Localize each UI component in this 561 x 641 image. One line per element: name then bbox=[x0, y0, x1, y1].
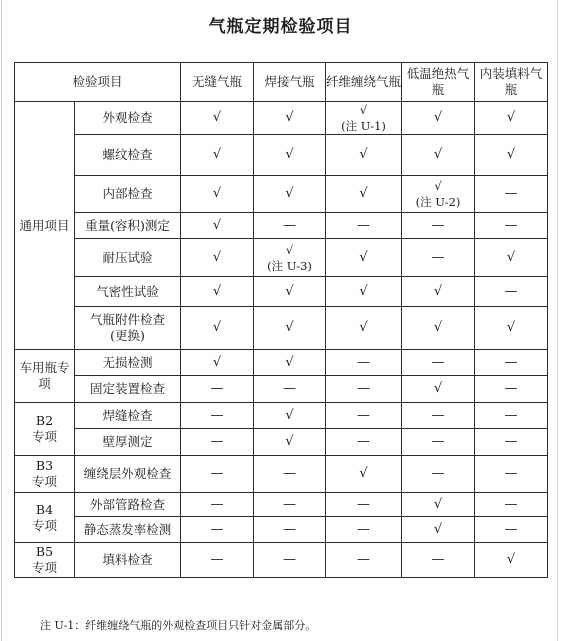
table-cell: √ bbox=[475, 102, 548, 135]
table-cell: — bbox=[181, 493, 254, 517]
table-cell: — bbox=[402, 350, 475, 376]
table-row bbox=[15, 543, 548, 578]
table-cell: √ (注 U-3) bbox=[254, 239, 326, 277]
table-cell: √ bbox=[181, 176, 254, 213]
table-cell: √ bbox=[254, 102, 326, 135]
table-cell: — bbox=[475, 456, 548, 493]
table-cell: √ bbox=[254, 350, 326, 376]
table-cell: √ bbox=[475, 543, 548, 578]
table-cell: — bbox=[475, 429, 548, 456]
table-cell: √ bbox=[181, 102, 254, 135]
table-cell: — bbox=[254, 456, 326, 493]
table-cell: √ bbox=[326, 307, 402, 350]
item-label: 耐压试验 bbox=[75, 239, 181, 277]
table-row bbox=[15, 493, 548, 517]
table-cell: √ bbox=[254, 307, 326, 350]
table-cell: √ bbox=[326, 176, 402, 213]
table-cell: √ bbox=[254, 429, 326, 456]
table-cell: — bbox=[326, 350, 402, 376]
table-cell: √ (注 U-2) bbox=[402, 176, 475, 213]
table-cell: — bbox=[326, 493, 402, 517]
table-cell: — bbox=[475, 493, 548, 517]
header-welded: 焊接气瓶 bbox=[254, 63, 326, 102]
table-cell: √ (注 U-1) bbox=[326, 102, 402, 135]
table-cell: — bbox=[475, 517, 548, 543]
item-label: 内部检查 bbox=[75, 176, 181, 213]
table-cell: — bbox=[326, 403, 402, 429]
item-label: 外部管路检查 bbox=[75, 493, 181, 517]
header-seamless: 无缝气瓶 bbox=[181, 63, 254, 102]
table-cell: — bbox=[254, 213, 326, 239]
table-cell: — bbox=[254, 493, 326, 517]
item-label: 气密性试验 bbox=[75, 277, 181, 307]
table-cell: √ bbox=[254, 176, 326, 213]
table-cell: — bbox=[181, 517, 254, 543]
table-cell: √ bbox=[254, 403, 326, 429]
table-cell: — bbox=[181, 403, 254, 429]
table-cell: √ bbox=[402, 135, 475, 176]
group-label: B3 专项 bbox=[15, 456, 75, 493]
item-label: 固定装置检查 bbox=[75, 376, 181, 403]
inspection-table bbox=[14, 62, 548, 578]
table-row bbox=[15, 102, 548, 135]
table-row bbox=[15, 376, 548, 403]
table-row bbox=[15, 517, 548, 543]
document-title: 气瓶定期检验项目 bbox=[208, 17, 353, 37]
table-row bbox=[15, 176, 548, 213]
table-cell: — bbox=[254, 543, 326, 578]
table-row bbox=[15, 239, 548, 277]
table-cell: — bbox=[254, 517, 326, 543]
header-cryogenic: 低温绝热气瓶 bbox=[402, 63, 475, 102]
table-row bbox=[15, 213, 548, 239]
table-row bbox=[15, 456, 548, 493]
table-cell: — bbox=[475, 277, 548, 307]
table-cell: √ bbox=[181, 213, 254, 239]
item-label: 静态蒸发率检测 bbox=[75, 517, 181, 543]
item-label: 填料检查 bbox=[75, 543, 181, 578]
table-row bbox=[15, 350, 548, 376]
header-fiber-wound: 纤维缠绕气瓶 bbox=[326, 63, 402, 102]
group-label: B5 专项 bbox=[15, 543, 75, 578]
table-cell: √ bbox=[326, 456, 402, 493]
table-cell: — bbox=[181, 376, 254, 403]
item-label: 壁厚测定 bbox=[75, 429, 181, 456]
page-edge-right bbox=[557, 0, 558, 641]
group-label: B4 专项 bbox=[15, 493, 75, 543]
header-row bbox=[15, 63, 548, 102]
item-label: 重量(容积)测定 bbox=[75, 213, 181, 239]
table-cell: √ bbox=[181, 277, 254, 307]
table-cell: √ bbox=[402, 277, 475, 307]
header-item: 检验项目 bbox=[15, 63, 181, 102]
table-cell: — bbox=[402, 239, 475, 277]
table-cell: √ bbox=[254, 135, 326, 176]
table-cell: — bbox=[402, 403, 475, 429]
group-label: 通用项目 bbox=[15, 102, 75, 350]
table-cell: — bbox=[475, 376, 548, 403]
item-label: 外观检查 bbox=[75, 102, 181, 135]
table-cell: — bbox=[326, 543, 402, 578]
page-edge-left bbox=[1, 0, 2, 641]
item-label: 螺纹检查 bbox=[75, 135, 181, 176]
table-cell: — bbox=[475, 350, 548, 376]
table-cell: — bbox=[254, 376, 326, 403]
table-cell: √ bbox=[181, 350, 254, 376]
table-cell: √ bbox=[475, 135, 548, 176]
table-cell: — bbox=[402, 213, 475, 239]
item-label: 缠绕层外观检查 bbox=[75, 456, 181, 493]
table-cell: — bbox=[475, 176, 548, 213]
table-row bbox=[15, 277, 548, 307]
table-row bbox=[15, 429, 548, 456]
table-cell: √ bbox=[326, 277, 402, 307]
table-cell: — bbox=[326, 517, 402, 543]
table-cell: √ bbox=[402, 493, 475, 517]
table-row bbox=[15, 307, 548, 350]
header-filler: 内装填料气瓶 bbox=[475, 63, 548, 102]
table-cell: √ bbox=[402, 307, 475, 350]
table-cell: — bbox=[402, 429, 475, 456]
table-cell: √ bbox=[475, 239, 548, 277]
table-cell: — bbox=[326, 376, 402, 403]
table-cell: — bbox=[181, 456, 254, 493]
table-cell: — bbox=[402, 543, 475, 578]
table-row bbox=[15, 403, 548, 429]
table-cell: √ bbox=[475, 307, 548, 350]
group-label: 车用瓶专项 bbox=[15, 350, 75, 403]
table-cell: — bbox=[475, 213, 548, 239]
item-label: 气瓶附件检查 (更换) bbox=[75, 307, 181, 350]
table-cell: — bbox=[326, 429, 402, 456]
table-cell: √ bbox=[181, 239, 254, 277]
table-cell: √ bbox=[402, 517, 475, 543]
table-cell: — bbox=[326, 213, 402, 239]
item-label: 焊缝检查 bbox=[75, 403, 181, 429]
table-cell: √ bbox=[254, 277, 326, 307]
table-cell: — bbox=[181, 429, 254, 456]
table-cell: — bbox=[475, 403, 548, 429]
table-cell: √ bbox=[181, 135, 254, 176]
table-cell: √ bbox=[326, 239, 402, 277]
table-cell: — bbox=[181, 543, 254, 578]
footnote: 注 U-1：纤维缠绕气瓶的外观检查项目只针对金属部分。 bbox=[40, 619, 317, 632]
table-cell: √ bbox=[326, 135, 402, 176]
table-cell: √ bbox=[181, 307, 254, 350]
table-cell: √ bbox=[402, 102, 475, 135]
table-row bbox=[15, 135, 548, 176]
group-label: B2 专项 bbox=[15, 403, 75, 456]
item-label: 无损检测 bbox=[75, 350, 181, 376]
table-cell: √ bbox=[402, 376, 475, 403]
table-cell: — bbox=[402, 456, 475, 493]
